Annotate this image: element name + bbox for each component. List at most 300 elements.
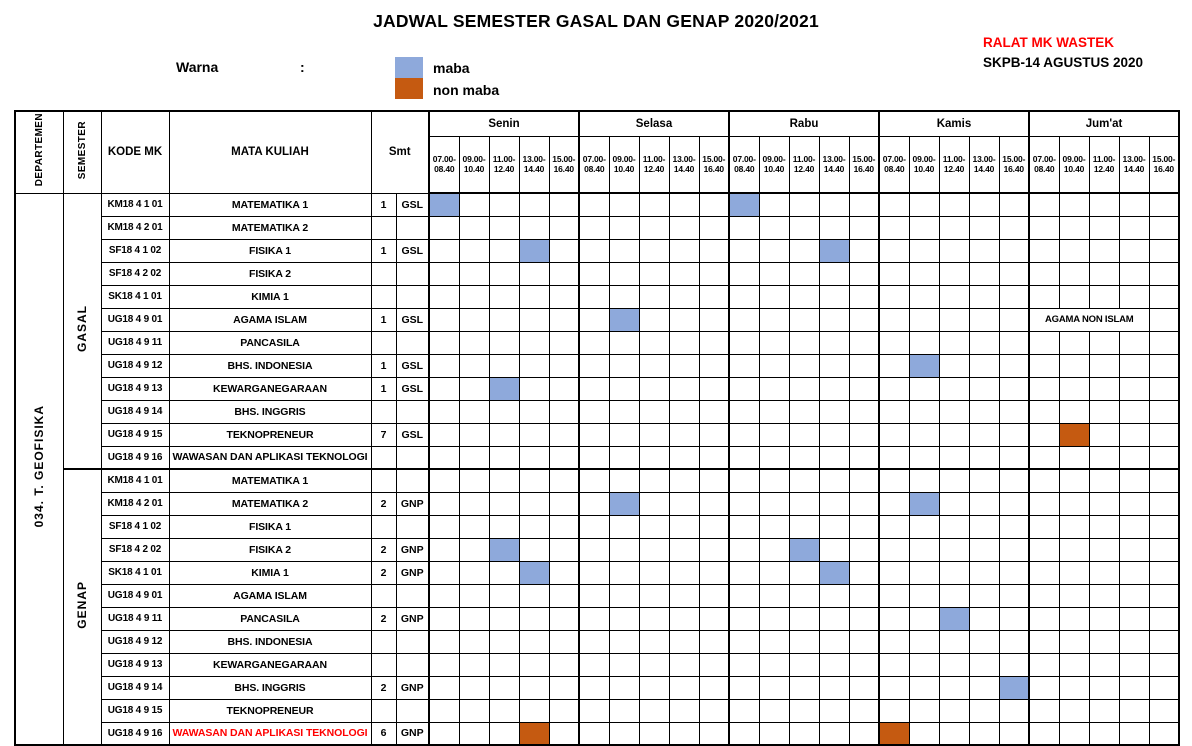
- schedule-slot-cell: [879, 515, 909, 538]
- schedule-slot-cell: [969, 239, 999, 262]
- schedule-slot-cell: [789, 561, 819, 584]
- cell-kode-mk: UG18 4 9 15: [101, 699, 169, 722]
- course-row-genap-5: [15, 561, 1179, 584]
- schedule-slot-cell: [489, 354, 519, 377]
- course-row-genap-1: [15, 469, 1179, 492]
- schedule-slot-cell: [1059, 446, 1089, 469]
- schedule-slot-cell: [519, 285, 549, 308]
- schedule-slot-cell: [729, 423, 759, 446]
- schedule-slot-cell: [1029, 653, 1059, 676]
- schedule-slot-cell: [789, 377, 819, 400]
- schedule-slot-cell: [489, 239, 519, 262]
- schedule-slot-cell: [759, 722, 789, 745]
- cell-smt-number: [371, 331, 396, 354]
- cell-kode-mk: UG18 4 9 13: [101, 653, 169, 676]
- schedule-slot-cell: [609, 377, 639, 400]
- schedule-slot-cell: [639, 193, 669, 216]
- schedule-slot-cell: [549, 722, 579, 745]
- schedule-slot-cell: [759, 239, 789, 262]
- cell-smt-number: [371, 446, 396, 469]
- schedule-slot-cell: [489, 446, 519, 469]
- schedule-slot-cell: [699, 400, 729, 423]
- schedule-slot-cell: [459, 607, 489, 630]
- schedule-slot-cell: [669, 653, 699, 676]
- cell-smt-number: 2: [371, 538, 396, 561]
- header-time-kamis-2: [939, 136, 969, 193]
- header-time-senin-3: [519, 136, 549, 193]
- schedule-slot-cell: [579, 515, 609, 538]
- schedule-slot-cell: [849, 561, 879, 584]
- header-time-kamis-3: [969, 136, 999, 193]
- schedule-slot-cell: [1149, 423, 1179, 446]
- cell-smt-number: [371, 630, 396, 653]
- schedule-slot-cell: [549, 699, 579, 722]
- schedule-mark-non_maba: [879, 722, 909, 745]
- schedule-slot-cell: [969, 331, 999, 354]
- schedule-slot-cell: [1029, 607, 1059, 630]
- schedule-slot-cell: [549, 262, 579, 285]
- schedule-slot-cell: [819, 584, 849, 607]
- cell-smt-number: 2: [371, 492, 396, 515]
- schedule-slot-cell: [849, 538, 879, 561]
- cell-mata-kuliah: AGAMA ISLAM: [169, 584, 371, 607]
- course-row-genap-3: [15, 515, 1179, 538]
- cell-smt-semester: GNP: [396, 538, 429, 561]
- schedule-slot-cell: [879, 423, 909, 446]
- schedule-slot-cell: [879, 262, 909, 285]
- schedule-mark-maba: [519, 561, 549, 584]
- schedule-slot-cell: [1089, 584, 1119, 607]
- schedule-slot-cell: [489, 262, 519, 285]
- schedule-slot-cell: [549, 469, 579, 492]
- schedule-slot-cell: [459, 446, 489, 469]
- time-end: 16.40: [1003, 164, 1024, 175]
- schedule-slot-cell: [429, 676, 459, 699]
- schedule-slot-cell: [789, 653, 819, 676]
- schedule-slot-cell: [669, 492, 699, 515]
- schedule-slot-cell: [969, 584, 999, 607]
- legend-colon: :: [300, 59, 305, 75]
- schedule-slot-cell: [1119, 699, 1149, 722]
- header-day-senin: Senin: [429, 111, 579, 136]
- schedule-slot-cell: [729, 285, 759, 308]
- schedule-slot-cell: [429, 653, 459, 676]
- schedule-slot-cell: [519, 216, 549, 239]
- header-day-selasa: Selasa: [579, 111, 729, 136]
- schedule-slot-cell: [579, 262, 609, 285]
- header-time-senin-1: [459, 136, 489, 193]
- schedule-slot-cell: [879, 607, 909, 630]
- schedule-slot-cell: [879, 377, 909, 400]
- schedule-slot-cell: [489, 699, 519, 722]
- schedule-slot-cell: [459, 584, 489, 607]
- schedule-slot-cell: [729, 630, 759, 653]
- cell-kode-mk: UG18 4 9 13: [101, 377, 169, 400]
- cell-smt-number: 1: [371, 193, 396, 216]
- cell-smt-number: [371, 216, 396, 239]
- time-start: 13.00-: [672, 154, 696, 165]
- cell-smt-number: [371, 699, 396, 722]
- schedule-slot-cell: [669, 584, 699, 607]
- schedule-slot-cell: [699, 239, 729, 262]
- cell-kode-mk: SF18 4 2 02: [101, 538, 169, 561]
- schedule-slot-cell: [1119, 607, 1149, 630]
- schedule-slot-cell: [759, 262, 789, 285]
- schedule-slot-cell: [549, 285, 579, 308]
- schedule-slot-cell: [669, 262, 699, 285]
- schedule-slot-cell: [1149, 538, 1179, 561]
- schedule-slot-cell: [969, 377, 999, 400]
- schedule-slot-cell: [639, 446, 669, 469]
- schedule-slot-cell: [939, 308, 969, 331]
- legend-swatch-maba: [395, 57, 423, 78]
- schedule-slot-cell: [879, 216, 909, 239]
- schedule-slot-cell: [969, 400, 999, 423]
- schedule-slot-cell: [999, 446, 1029, 469]
- schedule-mark-maba: [609, 308, 639, 331]
- schedule-slot-cell: [489, 607, 519, 630]
- schedule-slot-cell: [729, 676, 759, 699]
- schedule-slot-cell: [519, 492, 549, 515]
- cell-smt-semester: GNP: [396, 722, 429, 745]
- cell-kode-mk: KM18 4 1 01: [101, 469, 169, 492]
- course-row-genap-10: [15, 676, 1179, 699]
- schedule-slot-cell: [669, 469, 699, 492]
- schedule-slot-cell: [669, 308, 699, 331]
- cell-smt-number: [371, 515, 396, 538]
- cell-smt-semester: [396, 262, 429, 285]
- schedule-slot-cell: [969, 653, 999, 676]
- header-time-selasa-0: [579, 136, 609, 193]
- schedule-slot-cell: [999, 377, 1029, 400]
- schedule-slot-cell: [939, 699, 969, 722]
- schedule-slot-cell: [999, 607, 1029, 630]
- schedule-slot-cell: [759, 492, 789, 515]
- schedule-slot-cell: [939, 722, 969, 745]
- schedule-mark-maba: [999, 676, 1029, 699]
- schedule-slot-cell: [639, 699, 669, 722]
- schedule-slot-cell: [699, 653, 729, 676]
- schedule-slot-cell: [609, 423, 639, 446]
- schedule-slot-cell: [1059, 469, 1089, 492]
- time-start: 11.00-: [642, 154, 666, 165]
- schedule-slot-cell: [639, 676, 669, 699]
- schedule-slot-cell: [969, 607, 999, 630]
- schedule-slot-cell: [459, 216, 489, 239]
- course-row-gasal-9: [15, 377, 1179, 400]
- legend-swatch-non-maba: [395, 78, 423, 99]
- schedule-slot-cell: [549, 423, 579, 446]
- schedule-slot-cell: [759, 446, 789, 469]
- schedule-slot-cell: [939, 377, 969, 400]
- schedule-slot-cell: [1029, 377, 1059, 400]
- schedule-slot-cell: [789, 193, 819, 216]
- schedule-slot-cell: [819, 354, 849, 377]
- schedule-slot-cell: [939, 653, 969, 676]
- schedule-slot-cell: [1059, 193, 1089, 216]
- schedule-slot-cell: [849, 216, 879, 239]
- schedule-slot-cell: [519, 653, 549, 676]
- schedule-slot-cell: [819, 193, 849, 216]
- schedule-slot-cell: [429, 423, 459, 446]
- course-row-genap-12: [15, 722, 1179, 745]
- schedule-slot-cell: [459, 285, 489, 308]
- schedule-slot-cell: [639, 423, 669, 446]
- cell-kode-mk: UG18 4 9 15: [101, 423, 169, 446]
- schedule-slot-cell: [909, 446, 939, 469]
- departemen-cell: [15, 193, 63, 745]
- header-time-jum-at-3: [1119, 136, 1149, 193]
- schedule-slot-cell: [1059, 630, 1089, 653]
- cell-mata-kuliah: BHS. INGGRIS: [169, 400, 371, 423]
- schedule-slot-cell: [909, 561, 939, 584]
- header-time-selasa-1: [609, 136, 639, 193]
- schedule-slot-cell: [1089, 653, 1119, 676]
- schedule-slot-cell: [1149, 193, 1179, 216]
- schedule-slot-cell: [639, 216, 669, 239]
- schedule-slot-cell: [1149, 308, 1179, 331]
- schedule-slot-cell: [1089, 699, 1119, 722]
- schedule-slot-cell: [669, 446, 699, 469]
- cell-mata-kuliah: TEKNOPRENEUR: [169, 699, 371, 722]
- schedule-slot-cell: [429, 561, 459, 584]
- schedule-slot-cell: [699, 262, 729, 285]
- schedule-slot-cell: [1059, 584, 1089, 607]
- schedule-slot-cell: [879, 538, 909, 561]
- schedule-slot-cell: [999, 469, 1029, 492]
- schedule-slot-cell: [759, 515, 789, 538]
- header-smt: Smt: [371, 111, 429, 193]
- schedule-slot-cell: [819, 423, 849, 446]
- schedule-slot-cell: [699, 676, 729, 699]
- legend-item-non-maba: non maba: [433, 81, 500, 98]
- schedule-slot-cell: [549, 308, 579, 331]
- cell-kode-mk: UG18 4 9 11: [101, 331, 169, 354]
- schedule-slot-cell: [759, 699, 789, 722]
- schedule-slot-cell: [1089, 469, 1119, 492]
- schedule-slot-cell: [879, 699, 909, 722]
- schedule-slot-cell: [969, 446, 999, 469]
- schedule-slot-cell: [969, 193, 999, 216]
- schedule-slot-cell: [759, 400, 789, 423]
- schedule-slot-cell: [1149, 584, 1179, 607]
- schedule-mark-maba: [489, 377, 519, 400]
- schedule-slot-cell: [639, 331, 669, 354]
- schedule-slot-cell: [519, 354, 549, 377]
- schedule-slot-cell: [999, 584, 1029, 607]
- schedule-slot-cell: [729, 354, 759, 377]
- schedule-slot-cell: [909, 239, 939, 262]
- schedule-slot-cell: [1149, 400, 1179, 423]
- cell-mata-kuliah: MATEMATIKA 2: [169, 492, 371, 515]
- cell-kode-mk: UG18 4 9 11: [101, 607, 169, 630]
- time-end: 16.40: [553, 164, 574, 175]
- schedule-slot-cell: [1089, 538, 1119, 561]
- schedule-slot-cell: [879, 446, 909, 469]
- schedule-slot-cell: [429, 331, 459, 354]
- schedule-slot-cell: [819, 699, 849, 722]
- cell-smt-semester: GNP: [396, 676, 429, 699]
- schedule-slot-cell: [459, 538, 489, 561]
- schedule-slot-cell: [579, 423, 609, 446]
- schedule-slot-cell: [759, 561, 789, 584]
- schedule-slot-cell: [849, 722, 879, 745]
- schedule-slot-cell: [789, 423, 819, 446]
- schedule-slot-cell: [489, 216, 519, 239]
- schedule-slot-cell: [669, 239, 699, 262]
- schedule-slot-cell: [639, 239, 669, 262]
- schedule-slot-cell: [639, 262, 669, 285]
- header-time-kamis-4: [999, 136, 1029, 193]
- schedule-slot-cell: [489, 515, 519, 538]
- schedule-slot-cell: [1059, 492, 1089, 515]
- schedule-slot-cell: [1029, 400, 1059, 423]
- schedule-slot-cell: [519, 515, 549, 538]
- schedule-slot-cell: [1149, 446, 1179, 469]
- schedule-slot-cell: [1029, 446, 1059, 469]
- schedule-slot-cell: [819, 400, 849, 423]
- schedule-slot-cell: [879, 561, 909, 584]
- schedule-slot-cell: [549, 446, 579, 469]
- schedule-slot-cell: [579, 193, 609, 216]
- time-start: 09.00-: [762, 154, 786, 165]
- schedule-slot-cell: [579, 377, 609, 400]
- schedule-slot-cell: [729, 331, 759, 354]
- time-start: 11.00-: [792, 154, 816, 165]
- schedule-slot-cell: [819, 492, 849, 515]
- schedule-slot-cell: [699, 699, 729, 722]
- cell-kode-mk: KM18 4 2 01: [101, 216, 169, 239]
- schedule-slot-cell: [1089, 561, 1119, 584]
- schedule-slot-cell: [429, 262, 459, 285]
- schedule-slot-cell: [429, 308, 459, 331]
- cell-smt-semester: [396, 446, 429, 469]
- time-start: 11.00-: [1092, 154, 1116, 165]
- schedule-slot-cell: [819, 262, 849, 285]
- schedule-slot-cell: [1059, 515, 1089, 538]
- schedule-slot-cell: [879, 492, 909, 515]
- schedule-slot-cell: [789, 469, 819, 492]
- schedule-slot-cell: [999, 354, 1029, 377]
- schedule-slot-cell: [909, 607, 939, 630]
- schedule-slot-cell: [939, 538, 969, 561]
- schedule-slot-cell: [939, 262, 969, 285]
- schedule-slot-cell: [1119, 423, 1149, 446]
- schedule-slot-cell: [759, 354, 789, 377]
- course-row-genap-2: [15, 492, 1179, 515]
- schedule-slot-cell: [669, 216, 699, 239]
- schedule-slot-cell: [819, 653, 849, 676]
- schedule-slot-cell: [579, 239, 609, 262]
- schedule-slot-cell: [579, 492, 609, 515]
- schedule-slot-cell: [609, 538, 639, 561]
- schedule-slot-cell: [549, 216, 579, 239]
- schedule-slot-cell: [429, 722, 459, 745]
- schedule-slot-cell: [729, 216, 759, 239]
- schedule-slot-cell: [849, 446, 879, 469]
- schedule-slot-cell: [969, 630, 999, 653]
- schedule-slot-cell: [909, 285, 939, 308]
- schedule-slot-cell: [519, 584, 549, 607]
- schedule-slot-cell: [789, 584, 819, 607]
- schedule-slot-cell: [699, 216, 729, 239]
- cell-smt-number: 6: [371, 722, 396, 745]
- schedule-slot-cell: [549, 630, 579, 653]
- cell-mata-kuliah: AGAMA ISLAM: [169, 308, 371, 331]
- schedule-slot-cell: [909, 400, 939, 423]
- schedule-slot-cell: [579, 676, 609, 699]
- schedule-slot-cell: [549, 538, 579, 561]
- schedule-slot-cell: [849, 331, 879, 354]
- schedule-slot-cell: [1089, 377, 1119, 400]
- schedule-slot-cell: [639, 469, 669, 492]
- schedule-slot-cell: [579, 630, 609, 653]
- schedule-slot-cell: [789, 607, 819, 630]
- time-start: 09.00-: [1062, 154, 1086, 165]
- schedule-slot-cell: [549, 239, 579, 262]
- schedule-slot-cell: [1149, 216, 1179, 239]
- cell-kode-mk: UG18 4 9 12: [101, 354, 169, 377]
- schedule-slot-cell: [879, 331, 909, 354]
- schedule-slot-cell: [999, 285, 1029, 308]
- schedule-slot-cell: [1029, 561, 1059, 584]
- schedule-slot-cell: [579, 216, 609, 239]
- schedule-slot-cell: [639, 400, 669, 423]
- schedule-slot-cell: [1029, 239, 1059, 262]
- time-start: 07.00-: [1032, 154, 1056, 165]
- schedule-slot-cell: [969, 285, 999, 308]
- schedule-slot-cell: [729, 377, 759, 400]
- schedule-slot-cell: [909, 262, 939, 285]
- schedule-slot-cell: [639, 630, 669, 653]
- time-end: 12.40: [643, 164, 665, 175]
- schedule-mark-maba: [909, 492, 939, 515]
- course-row-gasal-1: [15, 193, 1179, 216]
- schedule-slot-cell: [699, 607, 729, 630]
- schedule-slot-cell: [609, 354, 639, 377]
- schedule-slot-cell: [909, 216, 939, 239]
- schedule-slot-cell: [579, 538, 609, 561]
- cell-mata-kuliah: KIMIA 1: [169, 285, 371, 308]
- schedule-slot-cell: [699, 285, 729, 308]
- schedule-slot-cell: [969, 699, 999, 722]
- cell-smt-semester: GSL: [396, 377, 429, 400]
- schedule-slot-cell: [1029, 584, 1059, 607]
- schedule-slot-cell: [849, 262, 879, 285]
- schedule-slot-cell: [519, 331, 549, 354]
- schedule-slot-cell: [849, 239, 879, 262]
- cell-kode-mk: SF18 4 1 02: [101, 515, 169, 538]
- schedule-slot-cell: [879, 285, 909, 308]
- schedule-slot-cell: [459, 400, 489, 423]
- schedule-slot-cell: [789, 262, 819, 285]
- schedule-slot-cell: [699, 331, 729, 354]
- schedule-slot-cell: [1089, 676, 1119, 699]
- cell-smt-semester: [396, 584, 429, 607]
- schedule-slot-cell: [609, 239, 639, 262]
- schedule-slot-cell: [1059, 561, 1089, 584]
- time-end: 14.40: [823, 164, 845, 175]
- schedule-slot-cell: [669, 722, 699, 745]
- schedule-slot-cell: [729, 515, 759, 538]
- time-end: 14.40: [973, 164, 995, 175]
- schedule-mark-maba: [819, 561, 849, 584]
- schedule-slot-cell: [849, 377, 879, 400]
- schedule-slot-cell: [969, 354, 999, 377]
- cell-kode-mk: UG18 4 9 14: [101, 676, 169, 699]
- cell-smt-semester: GNP: [396, 607, 429, 630]
- cell-smt-semester: [396, 653, 429, 676]
